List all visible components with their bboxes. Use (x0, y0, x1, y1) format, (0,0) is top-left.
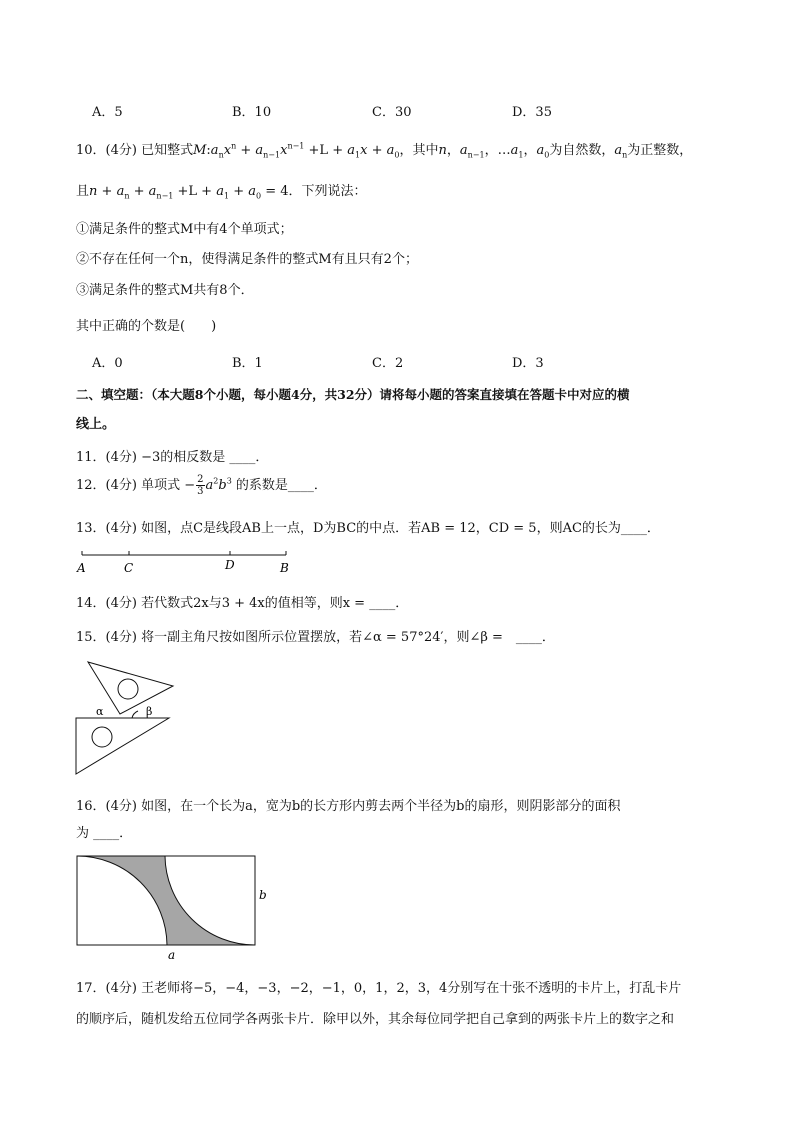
q13-text: 13．(4分) 如图，点C是线段AB上一点，D为BC的中点．若AB = 12，CD = 5，则AC的长为____． (76, 521, 660, 536)
q10-line1: 10．(4分) 已知整式$M:a_nx^n + a_{n-1}x^{n-1} +L + a_1x + a_0$，其中n，$a_{n-1}$，$\dots a_1$，$a_0$为自然数，$a_n$为正整数， (76, 141, 693, 160)
q15-beta-label: β (146, 705, 153, 718)
section2-heading-line1: 二、填空题：（本大题8个小题，每小题4分，共32分）请将每小题的答案直接填在答题卡中对应的横 (76, 387, 630, 402)
q10-option-d: D．3 (512, 356, 544, 371)
q17-line1: 17．(4分) 王老师将−5，−4，−3，−2，−1，0，1，2，3，4分别写在十张不透明的卡片上，打乱卡片 (76, 981, 682, 996)
q10-statement-1: ①满足条件的整式M中有4个单项式； (76, 222, 293, 237)
q15-triangles-figure (74, 656, 184, 780)
q10-options (92, 352, 652, 371)
q9-option-c: C．30 (372, 105, 412, 120)
q13-segment-figure (74, 545, 304, 577)
q12-text: 12．(4分) 单项式 − $\frac{2}{3}$ $a^2b^3$ 的系数是____． (76, 474, 327, 497)
q9-option-d: D．35 (512, 105, 552, 120)
q10-line2: 且$n + a_n + a_{n-1} +L + a_1 + a_0 = 4$．下列说法： (76, 184, 367, 201)
q10-question: 其中正确的个数是( ) (76, 319, 217, 334)
q16-line1: 16．(4分) 如图，在一个长为a，宽为b的长方形内剪去两个半径为b的扇形，则阴影部分的面积 (76, 799, 621, 814)
q10-statement-3: ③满足条件的整式M共有8个． (76, 283, 254, 298)
q11-text: 11．(4分) −3的相反数是 ____． (76, 450, 269, 465)
q13-label-b: B (280, 561, 289, 575)
q10-statement-2: ②不存在任何一个n，使得满足条件的整式M有且只有2个； (76, 252, 418, 267)
q13-label-a: A (77, 561, 86, 575)
q16-label-b: b (259, 888, 267, 902)
q9-option-a: A．5 (92, 105, 123, 120)
q13-label-c: C (124, 561, 134, 575)
q12-fraction: $\frac{2}{3}$ (197, 474, 204, 497)
q13-label-d: D (225, 558, 235, 572)
q10-option-c: C．2 (372, 356, 404, 371)
q16-rectangle-figure (72, 852, 272, 964)
section2-heading-line2: 线上。 (76, 417, 116, 432)
q15-text: 15．(4分) 将一副主角尺按如图所示位置摆放，若∠α = 57°24′，则∠β = ____． (76, 630, 555, 645)
q9-options (92, 101, 652, 120)
q9-option-b: B．10 (232, 105, 272, 120)
q16-line2: 为 ____． (76, 826, 133, 841)
q15-alpha-label: α (96, 705, 104, 718)
q14-text: 14．(4分) 若代数式2x与3 + 4x的值相等，则x = ____． (76, 596, 409, 611)
q10-option-b: B．1 (232, 356, 263, 371)
q17-line2: 的顺序后，随机发给五位同学各两张卡片．除甲以外，其余每位同学把自己拿到的两张卡片上的数字之和 (76, 1012, 675, 1027)
q10-option-a: A．0 (92, 356, 123, 371)
q16-label-a: a (168, 948, 176, 962)
